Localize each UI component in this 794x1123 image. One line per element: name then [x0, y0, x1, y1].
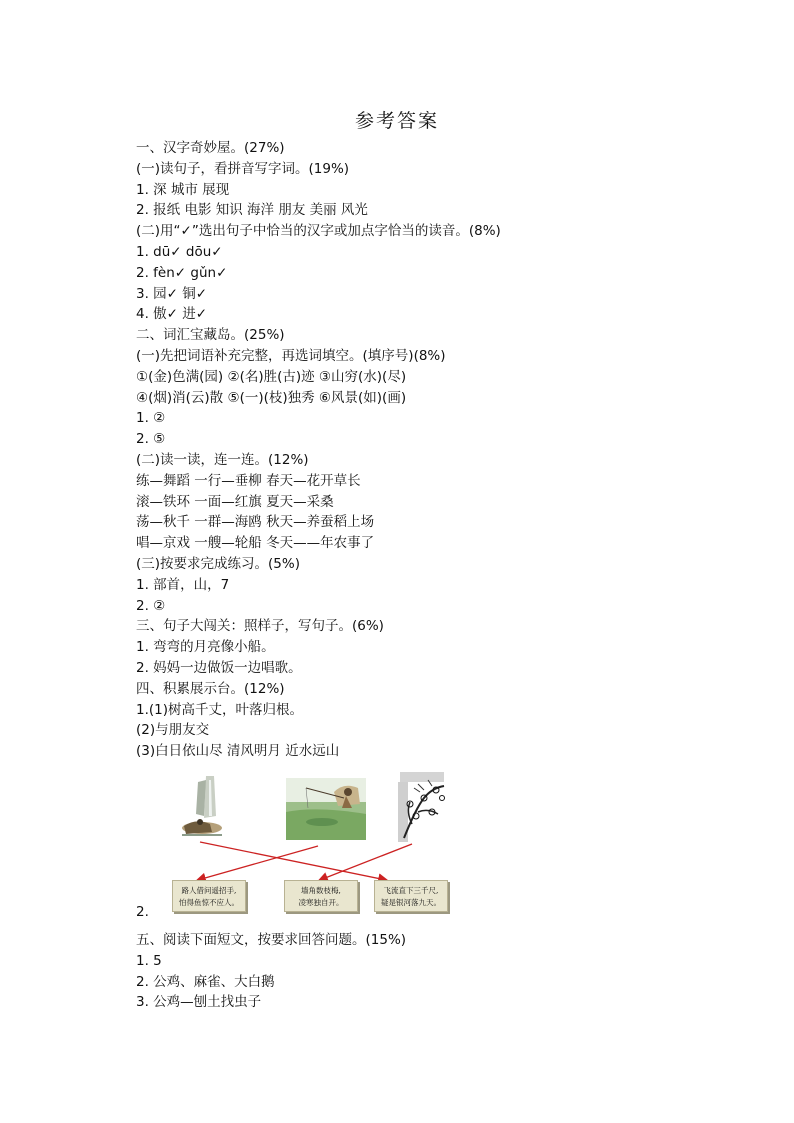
answer-lines-bottom: [136, 930, 696, 1013]
poem-card-3-line-1: 飞流直下三千尺,: [383, 886, 439, 895]
section-2-heading: 二、词汇宝藏岛。(25%): [136, 327, 285, 344]
section-5-heading: 五、阅读下面短文，按要求回答问题。(15%): [136, 932, 407, 948]
answer-line: 3. 公鸡—刨土找虫子: [136, 994, 262, 1011]
answer-line: 1. 5: [136, 952, 162, 969]
answer-line: 唱—京戏 一艘—轮船 冬天——年农事了: [136, 535, 375, 552]
answer-line: 3. 园✓ 铜✓: [136, 285, 208, 302]
answer-line: 1. 弯弯的月亮像小船。: [136, 639, 275, 656]
answer-line: 2. fèn✓ gǔn✓: [136, 264, 228, 281]
answer-line: 滚—铁环 一面—红旗 夏天—采桑: [136, 493, 334, 510]
poem-card-2-line-2: 凌寒独自开。: [298, 898, 344, 907]
answer-line: (2)与朋友交: [136, 722, 210, 739]
section-3-heading: 三、句子大闯关：照样子，写句子。(6%): [136, 618, 384, 635]
figure-item-number: 2.: [136, 904, 149, 920]
poem-card-1-line-1: 路人借问遥招手,: [181, 886, 237, 895]
answer-line: 荡—秋千 一群—海鸥 秋天—养蚕稻上场: [136, 514, 375, 531]
matching-figure: [136, 768, 696, 920]
match-line-plum: [320, 844, 412, 880]
answer-line: 1.(1)树高千丈，叶落归根。: [136, 701, 304, 718]
poem-card-1-line-2: 怕得鱼惊不应人。: [179, 898, 239, 907]
section-1-heading: 一、汉字奇妙屋。(27%): [136, 140, 285, 156]
answer-line: 2. ②: [136, 597, 166, 614]
section-4-heading: 四、积累展示台。(12%): [136, 680, 285, 697]
answer-line: (3)白日依山尽 清风明月 近水远山: [136, 743, 340, 760]
answer-line: 4. 傲✓ 进✓: [136, 306, 208, 323]
poem-card-2: [284, 880, 358, 912]
subsection-heading: (三)按要求完成练习。(5%): [136, 555, 300, 572]
answer-line: 1. ②: [136, 410, 166, 427]
answer-line: ④(烟)消(云)散 ⑤(一)(枝)独秀 ⑥风景(如)(画): [136, 389, 407, 406]
subsection-heading: (二)读一读，连一连。(12%): [136, 451, 309, 468]
match-line-waterfall: [200, 842, 386, 880]
page-title: 参考答案: [354, 110, 439, 132]
answer-line: 1. dū✓ dōu✓: [136, 243, 223, 260]
answer-lines: [136, 138, 696, 762]
poem-card-1: [172, 880, 246, 912]
subsection-heading: (一)先把词语补充完整，再选词填空。(填序号)(8%): [136, 347, 446, 364]
answer-line: 2. 报纸 电影 知识 海洋 朋友 美丽 风光: [136, 202, 368, 219]
answer-line: 2. ⑤: [136, 431, 166, 448]
answer-line: 2. 公鸡、麻雀、大白鹅: [136, 973, 275, 990]
poem-card-3: [374, 880, 448, 912]
answer-line: ①(金)色满(园) ②(名)胜(古)迹 ③山穷(水)(尽): [136, 368, 407, 385]
answer-line: 1. 部首，山，7: [136, 576, 230, 593]
subsection-heading: (一)读句子，看拼音写字词。(19%): [136, 160, 350, 177]
subsection-heading: (二)用“✓”选出句子中恰当的汉字或加点字恰当的读音。(8%): [136, 223, 501, 240]
poem-card-3-line-2: 疑是银河落九天。: [381, 898, 441, 907]
answer-line: 1. 深 城市 展现: [136, 181, 230, 198]
poem-card-2-line-1: 墙角数枝梅,: [301, 886, 341, 895]
answer-line: 2. 妈妈一边做饭一边唱歌。: [136, 659, 302, 676]
answer-line: 练—舞蹈 一行—垂柳 春天—花开草长: [136, 472, 361, 489]
